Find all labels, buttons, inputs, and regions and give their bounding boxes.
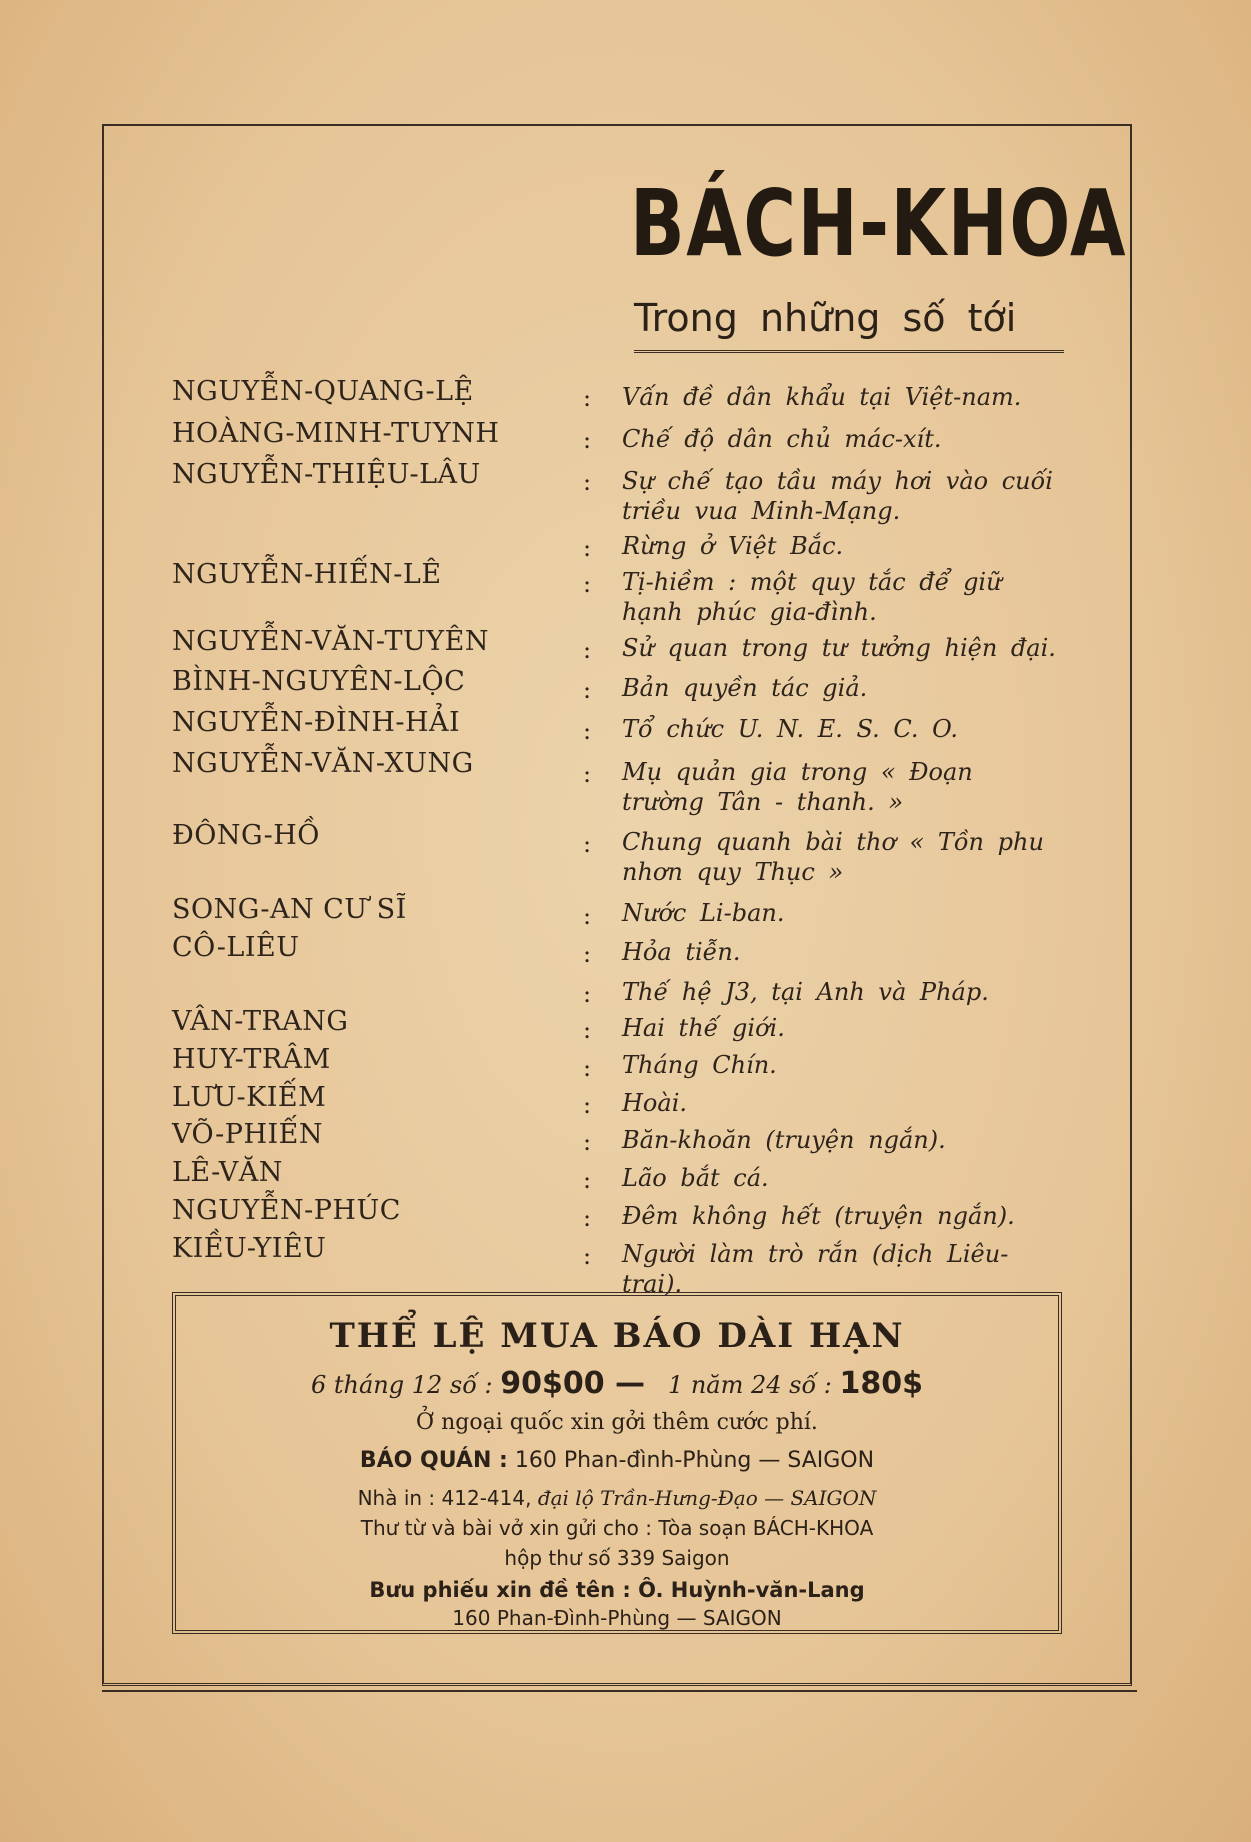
toc-author: NGUYỄN-THIỆU-LÂU	[172, 459, 481, 490]
toc-colon: :	[583, 717, 592, 745]
toc-article: Chế độ dân chủ mác-xít.	[622, 425, 942, 453]
toc-author: VÂN-TRANG	[172, 1006, 349, 1037]
toc-author: NGUYỄN-VĂN-TUYÊN	[172, 626, 489, 657]
toc-colon: :	[583, 830, 592, 858]
toc-author: ĐÔNG-HỒ	[172, 820, 320, 851]
subscription-title: THỂ LỆ MUA BÁO DÀI HẠN	[329, 1316, 905, 1356]
toc-article: Tổ chức U. N. E. S. C. O.	[622, 715, 959, 743]
toc-author: VÕ-PHIẾN	[172, 1119, 323, 1150]
masthead-title: BÁCH-KHOA	[630, 170, 1128, 277]
toc-author: LƯU-KIẾM	[172, 1082, 327, 1113]
toc-article: Lão bắt cá.	[622, 1164, 769, 1192]
toc-article: Sự chế tạo tầu máy hơi vào cuối triều vua Minh-Mạng.	[622, 467, 1053, 525]
toc-author: LÊ-VĂN	[172, 1157, 283, 1188]
toc-article: Bản quyền tác giả.	[622, 674, 868, 702]
masthead-subtitle: Trong những số tới	[634, 296, 1017, 340]
toc-article: Tháng Chín.	[622, 1051, 777, 1079]
price-6-value: 90$00 —	[500, 1366, 646, 1401]
toc-colon: :	[583, 384, 592, 412]
toc-colon: :	[583, 570, 592, 598]
office-label: BÁO QUÁN :	[359, 1448, 508, 1473]
price-12-value: 180$	[839, 1366, 924, 1401]
mail-line-2: hộp thư số 339 Saigon	[504, 1546, 730, 1570]
toc-article: Sử quan trong tư tưởng hiện đại.	[622, 634, 1056, 662]
toc-author: HOÀNG-MINH-TUYNH	[172, 418, 500, 449]
printer-label: Nhà in : 412-414,	[357, 1486, 532, 1510]
toc-article: Hoài.	[622, 1089, 687, 1117]
toc-colon: :	[583, 1204, 592, 1232]
toc-colon: :	[583, 940, 592, 968]
office-line	[176, 1448, 1058, 1473]
toc-article: Nước Li-ban.	[622, 899, 785, 927]
toc-author: KIỀU-YIÊU	[172, 1233, 327, 1264]
toc-author: NGUYỄN-HIẾN-LÊ	[172, 559, 442, 590]
toc-colon: :	[583, 1166, 592, 1194]
toc-article: Hỏa tiễn.	[622, 938, 741, 966]
toc-author: SONG-AN CƯ SĨ	[172, 894, 407, 925]
toc-article: Thế hệ J3, tại Anh và Pháp.	[622, 978, 989, 1006]
toc-colon: :	[583, 760, 592, 788]
toc-colon: :	[583, 676, 592, 704]
money-order-line: Bưu phiếu xin đề tên : Ô. Huỳnh-văn-Lang	[369, 1578, 865, 1602]
toc-article: Băn-khoăn (truyện ngắn).	[622, 1126, 946, 1154]
toc-article: Mụ quản gia trong « Đoạn trường Tân - thanh. »	[622, 758, 973, 816]
toc-article: Vấn đề dân khẩu tại Việt-nam.	[622, 383, 1022, 411]
toc-article: Rừng ở Việt Bắc.	[622, 532, 844, 560]
toc-colon: :	[583, 468, 592, 496]
mail-line-1: Thư từ và bài vở xin gửi cho : Tòa soạn BÁCH-KHOA	[360, 1516, 874, 1540]
subscription-prices	[176, 1366, 1058, 1401]
toc-colon: :	[583, 636, 592, 664]
toc-colon: :	[583, 534, 592, 562]
printer-address: đại lộ Trần-Hưng-Đạo — SAIGON	[537, 1486, 877, 1510]
toc-colon: :	[583, 1016, 592, 1044]
toc-article: Tị-hiềm : một quy tắc để giữ hạnh phúc gia-đình.	[622, 568, 1002, 626]
office-address: 160 Phan-đình-Phùng — SAIGON	[514, 1448, 875, 1473]
printer-line	[176, 1486, 1058, 1510]
price-6-label: 6 tháng 12 số :	[310, 1371, 493, 1399]
toc-colon: :	[583, 426, 592, 454]
toc-author: BÌNH-NGUYÊN-LỘC	[172, 666, 466, 697]
toc-author: NGUYỄN-QUANG-LỆ	[172, 376, 474, 407]
toc-article: Đêm không hết (truyện ngắn).	[622, 1202, 1015, 1230]
price-12-label: 1 năm 24 số :	[667, 1371, 832, 1399]
toc-colon: :	[583, 980, 592, 1008]
subtitle-rule	[634, 350, 1064, 353]
toc-author: NGUYỄN-PHÚC	[172, 1195, 401, 1226]
toc-author: NGUYỄN-ĐÌNH-HẢI	[172, 707, 461, 738]
toc-author: CÔ-LIÊU	[172, 932, 300, 963]
foreign-fee-note: Ở ngoại quốc xin gởi thêm cước phí.	[416, 1410, 818, 1435]
money-order-address: 160 Phan-Đình-Phùng — SAIGON	[452, 1606, 782, 1630]
toc-article: Chung quanh bài thơ « Tồn phu nhơn quy Thục »	[622, 828, 1044, 886]
toc-colon: :	[583, 902, 592, 930]
toc-colon: :	[583, 1242, 592, 1270]
bottom-rule	[102, 1690, 1137, 1692]
toc-colon: :	[583, 1091, 592, 1119]
toc-article: Hai thế giới.	[622, 1014, 785, 1042]
toc-author: HUY-TRÂM	[172, 1044, 331, 1075]
toc-colon: :	[583, 1054, 592, 1082]
subscription-box	[172, 1292, 1062, 1634]
toc-article: Người làm trò rắn (dịch Liêu-trai).	[622, 1240, 1009, 1298]
toc-colon: :	[583, 1128, 592, 1156]
toc-author: NGUYỄN-VĂN-XUNG	[172, 748, 474, 779]
